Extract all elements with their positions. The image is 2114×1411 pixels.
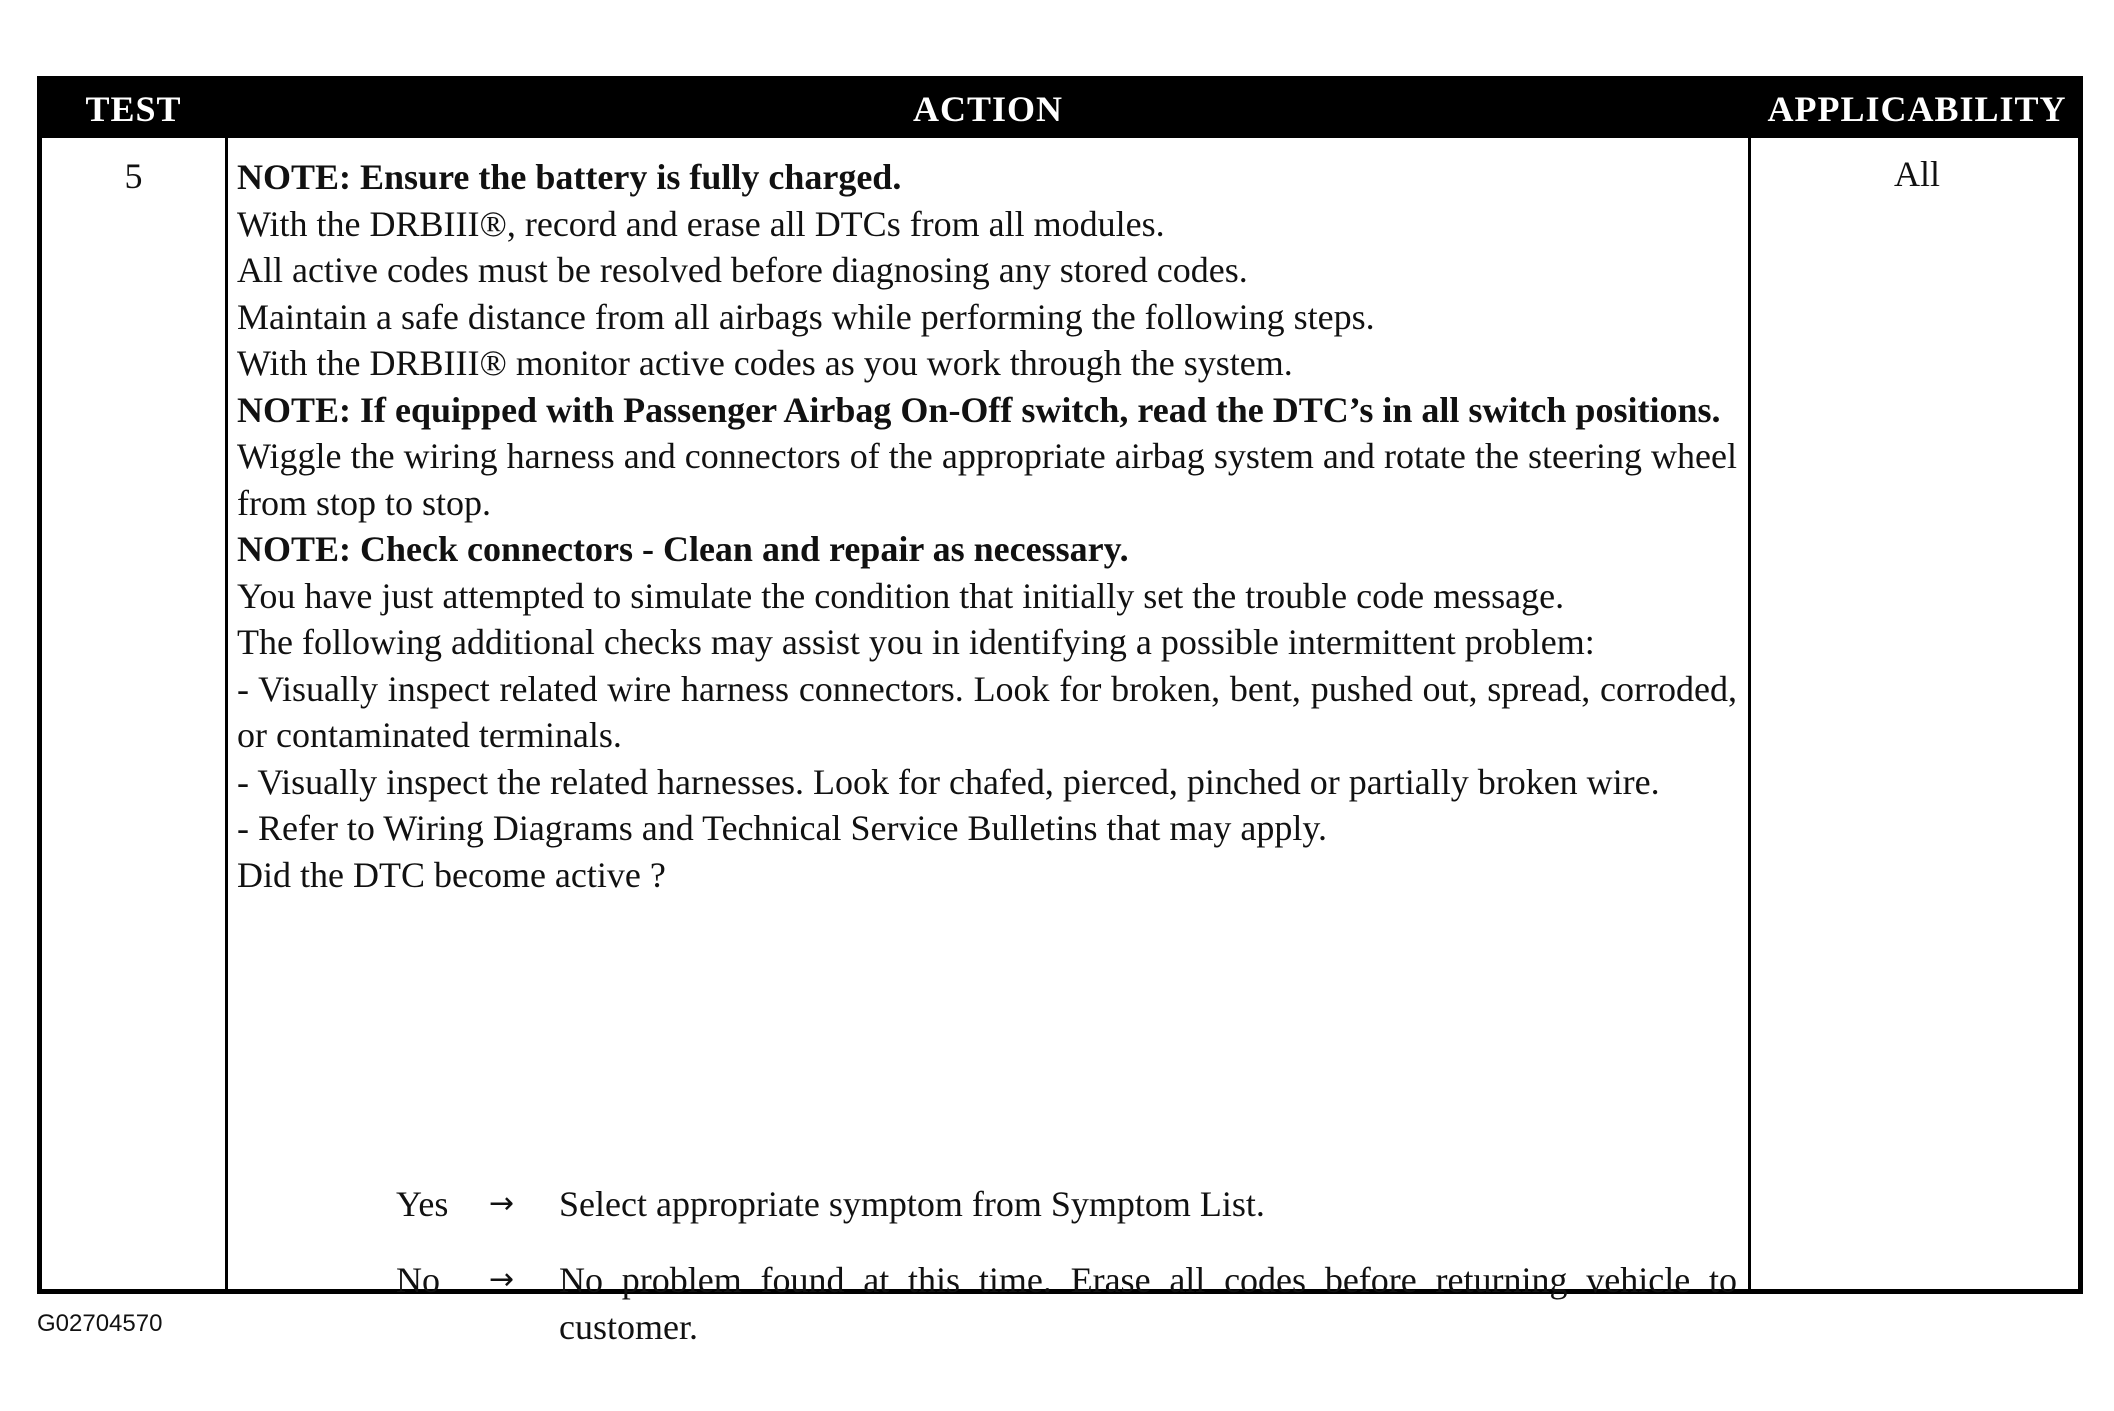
answer-no-text: No problem found at this time. Erase all codes before returning vehicle to customer. <box>559 1260 1737 1347</box>
action-line: NOTE: If equipped with Passenger Airbag On-Off switch, read the DTC’s in all switch positions. <box>237 389 1721 430</box>
action-line: NOTE: Ensure the battery is fully charged. <box>237 157 902 197</box>
action-line: Did the DTC become active ? <box>237 854 666 895</box>
action-line: You have just attempted to simulate the condition that initially set the trouble code message. <box>237 575 1565 616</box>
action-line: - Refer to Wiring Diagrams and Technical Service Bulletins that may apply. <box>237 808 1328 848</box>
action-line: The following additional checks may assist you in identifying a possible intermittent problem: <box>237 622 1595 662</box>
column-divider-test-action <box>225 138 228 1289</box>
action-line: - Visually inspect related wire harness connectors. Look for broken, bent, pushed out, spread, corroded, or contaminated terminals. <box>237 668 1737 755</box>
right-arrow-icon: → <box>489 1262 515 1297</box>
header-test: TEST <box>85 89 182 129</box>
test-number: 5 <box>124 156 143 196</box>
answer-no <box>237 1257 1737 1347</box>
table-header-row <box>42 81 2078 138</box>
action-line: All active codes must be resolved before diagnosing any stored codes. <box>237 250 1248 290</box>
header-action: ACTION <box>912 89 1064 129</box>
applicability-value: All <box>1893 154 1940 194</box>
answer-no-label: No <box>396 1260 440 1300</box>
right-arrow-icon: → <box>489 1186 515 1221</box>
answer-yes-text: Select appropriate symptom from Symptom List. <box>559 1184 1265 1224</box>
header-applicability: APPLICABILITY <box>1767 89 2067 129</box>
action-line: With the DRBIII® monitor active codes as you work through the system. <box>237 343 1293 383</box>
action-line: Maintain a safe distance from all airbags while performing the following steps. <box>237 296 1375 337</box>
column-divider-action-applicability <box>1748 138 1751 1289</box>
action-line: NOTE: Check connectors - Clean and repair as necessary. <box>237 529 1129 569</box>
answer-options <box>237 1181 1737 1347</box>
answer-yes <box>237 1181 1737 1257</box>
action-line: - Visually inspect the related harnesses. Look for chafed, pierced, pinched or partially broken wire. <box>237 761 1660 802</box>
action-line: Wiggle the wiring harness and connectors of the appropriate airbag system and rotate the steering wheel from stop to stop. <box>237 436 1737 523</box>
answer-yes-label: Yes <box>396 1184 449 1224</box>
action-text-block <box>237 154 1737 898</box>
action-line: With the DRBIII®, record and erase all DTCs from all modules. <box>237 203 1165 244</box>
figure-id: G02704570 <box>37 1310 163 1337</box>
